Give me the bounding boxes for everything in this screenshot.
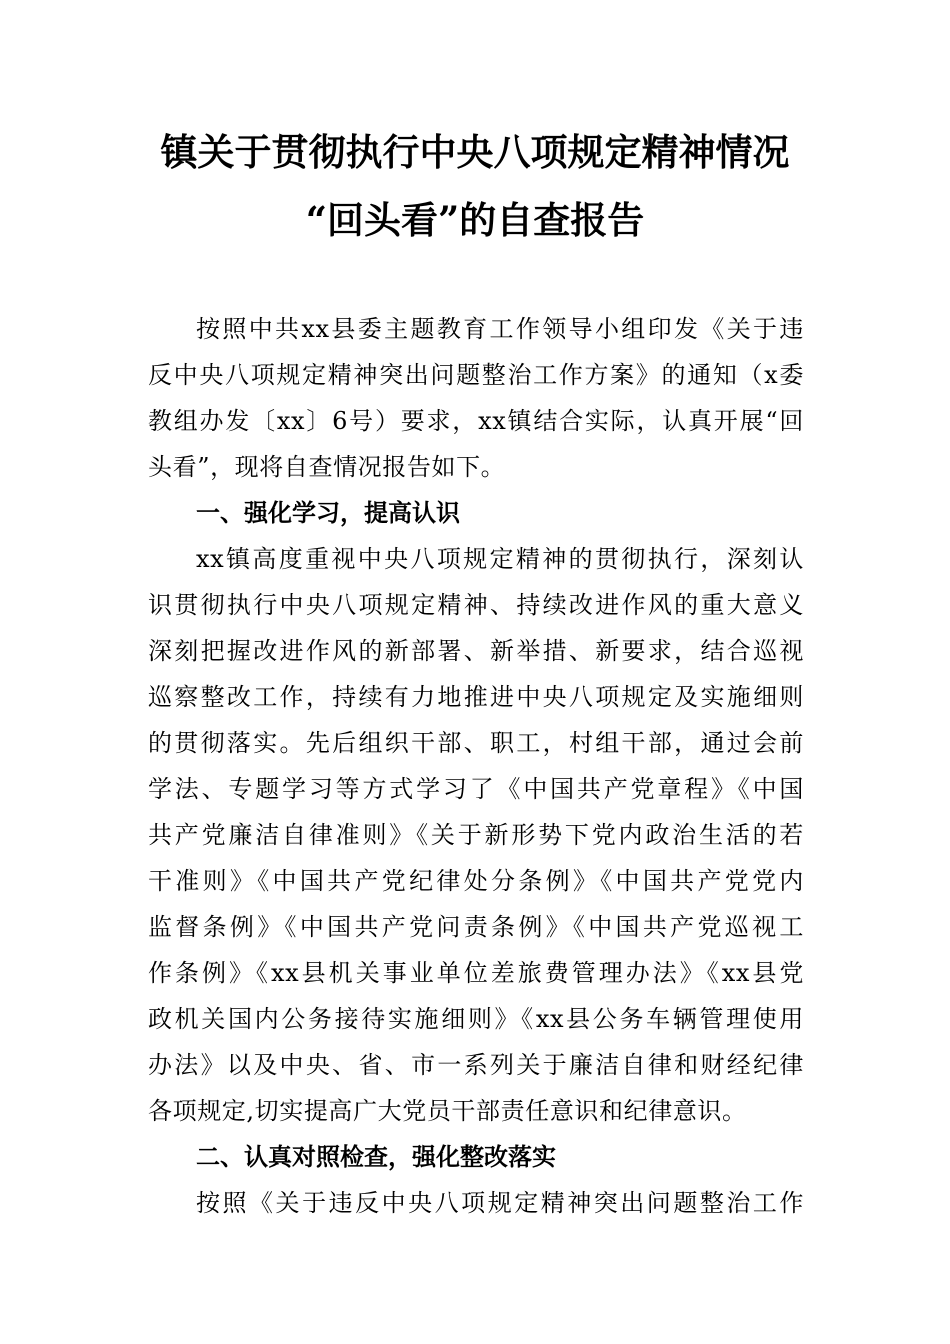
intro-paragraph-line: 头看”，现将自查情况报告如下。 <box>148 453 506 481</box>
section1-paragraph-line: 深刻把握改进作风的新部署、新举措、新要求，结合巡视 <box>148 637 804 665</box>
document-body <box>148 306 804 1226</box>
section1-paragraph-line: 政机关国内公务接待实施细则》《xx县公务车辆管理使用 <box>148 1005 804 1033</box>
section1-paragraph-line: 的贯彻落实。先后组织干部、职工，村组干部，通过会前 <box>148 729 804 757</box>
section1-paragraph-line: 监督条例》《中国共产党问责条例》《中国共产党巡视工 <box>148 913 804 941</box>
intro-paragraph-line: 反中央八项规定精神突出问题整治工作方案》的通知（x委 <box>148 361 804 389</box>
section-heading-1: 一、强化学习，提高认识 <box>196 499 460 527</box>
section1-paragraph-line: 作条例》《xx县机关事业单位差旅费管理办法》《xx县党 <box>148 959 804 987</box>
section1-paragraph-line: 办法》以及中央、省、市一系列关于廉洁自律和财经纪律 <box>148 1051 804 1079</box>
section1-paragraph-line: 学法、专题学习等方式学习了《中国共产党章程》《中国 <box>148 775 804 803</box>
section2-paragraph-line: 按照《关于违反中央八项规定精神突出问题整治工作 <box>196 1189 804 1217</box>
document-title-line-1: 镇关于贯彻执行中央八项规定精神情况 <box>160 130 790 174</box>
section1-paragraph-line: 共产党廉洁自律准则》《关于新形势下党内政治生活的若 <box>148 821 804 849</box>
section1-paragraph-line: 巡察整改工作，持续有力地推进中央八项规定及实施细则 <box>148 683 804 711</box>
section-heading-2: 二、认真对照检查，强化整改落实 <box>196 1143 556 1171</box>
intro-paragraph-line: 教组办发〔xx〕6号）要求，xx镇结合实际，认真开展“回 <box>148 407 804 435</box>
section1-paragraph-line: 干准则》《中国共产党纪律处分条例》《中国共产党党内 <box>148 867 804 895</box>
intro-paragraph-line: 按照中共xx县委主题教育工作领导小组印发《关于违 <box>196 315 804 343</box>
document-title-line-2: “回头看”的自查报告 <box>305 198 645 242</box>
section1-paragraph-line: xx镇高度重视中央八项规定精神的贯彻执行，深刻认 <box>196 545 804 573</box>
section1-paragraph-line: 识贯彻执行中央八项规定精神、持续改进作风的重大意义 <box>148 591 804 619</box>
section1-paragraph-line: 各项规定,切实提高广大党员干部责任意识和纪律意识。 <box>148 1097 747 1125</box>
